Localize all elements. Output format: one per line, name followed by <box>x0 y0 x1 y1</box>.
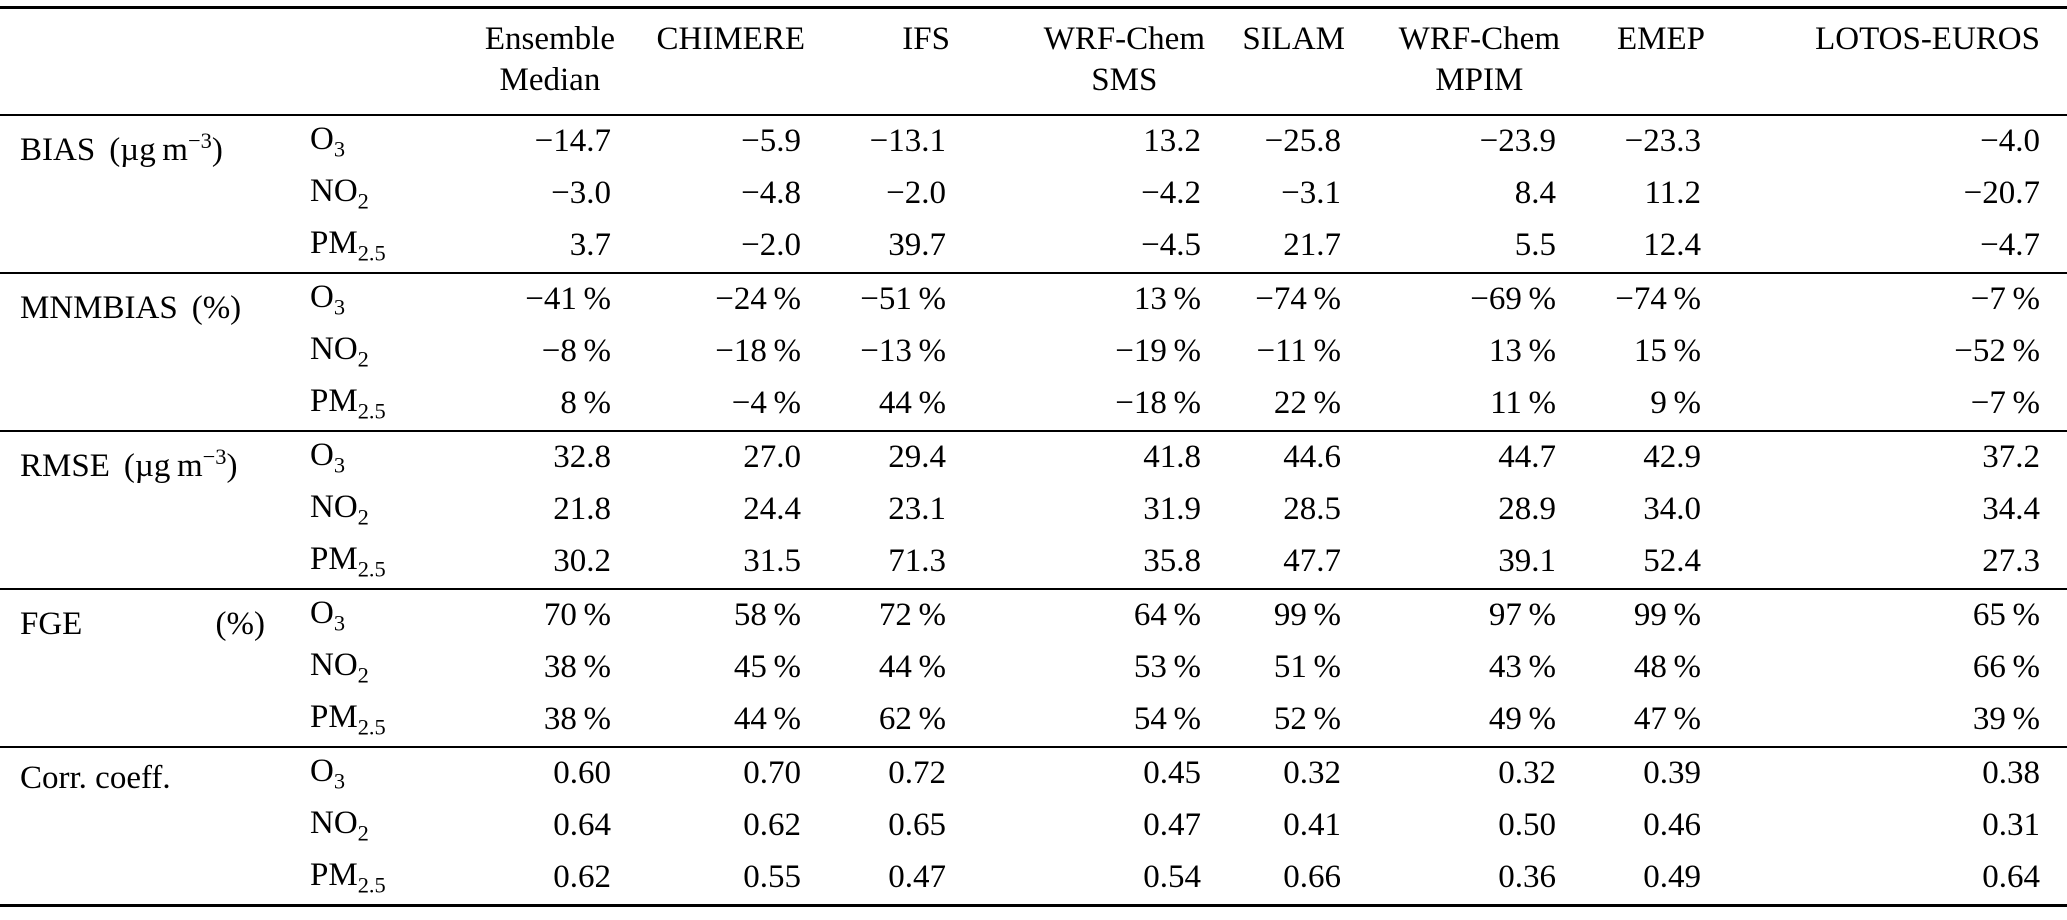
value-cell: −13 % <box>860 333 946 369</box>
value-cell: −69 % <box>1345 273 1560 326</box>
value-cell: 47.7 <box>1283 543 1341 579</box>
table-row <box>0 168 2067 220</box>
metric-label <box>0 747 295 906</box>
unit-text: (%) <box>191 289 242 326</box>
value-cell: 0.70 <box>615 747 805 800</box>
species-subscript: 2 <box>357 346 369 372</box>
species-label <box>295 642 405 694</box>
table-row <box>0 378 2067 431</box>
metric-name: RMSE <box>20 447 110 484</box>
header-line-1: Ensemble <box>484 21 615 57</box>
value-cell: 15 % <box>1633 333 1701 369</box>
value-cell: 70 % <box>405 589 615 642</box>
value-cell: 99 % <box>1560 589 1705 642</box>
value-cell: −4 % <box>731 385 801 421</box>
metric-unit <box>109 128 223 169</box>
value-cell: 8.4 <box>1514 175 1556 211</box>
column-header-text <box>1815 19 2040 60</box>
metric-name: BIAS <box>20 131 96 168</box>
value-cell: 21.7 <box>1283 227 1341 263</box>
value-cell: 34.0 <box>1643 491 1701 527</box>
metric-unit <box>216 602 265 643</box>
species-label <box>295 326 405 378</box>
value-cell: 44 % <box>878 649 946 685</box>
value-cell: 52.4 <box>1643 543 1701 579</box>
value-cell: 11 % <box>1490 385 1556 421</box>
value-cell: 27.0 <box>615 431 805 484</box>
metric-name: Corr. coeff. <box>20 759 171 796</box>
value-cell: 38 % <box>543 701 611 737</box>
value-cell: 13 % <box>1488 333 1556 369</box>
value-cell: −4.0 <box>1705 115 2067 168</box>
column-header-lotos-euros <box>1705 8 2067 115</box>
species-name: NO <box>310 804 358 841</box>
value-cell: 49 % <box>1488 701 1556 737</box>
species-subscript: 2 <box>357 504 369 530</box>
value-cell: −20.7 <box>1963 175 2040 211</box>
metric-name: FGE <box>20 605 83 642</box>
value-cell: 35.8 <box>1143 543 1201 579</box>
value-cell: 12.4 <box>1643 227 1701 263</box>
species-label <box>295 378 405 431</box>
value-cell: −4.7 <box>1980 227 2040 263</box>
value-cell: 0.47 <box>888 859 946 895</box>
species-name: NO <box>310 172 358 209</box>
species-label <box>295 431 405 484</box>
column-header-text <box>657 19 806 60</box>
species-label <box>295 589 405 642</box>
value-cell: 31.9 <box>1143 491 1201 527</box>
value-cell: 62 % <box>878 701 946 737</box>
value-cell: 3.7 <box>569 227 611 263</box>
metric-unit <box>124 444 238 485</box>
value-cell: 0.62 <box>553 859 611 895</box>
species-subscript: 2 <box>357 662 369 688</box>
value-cell: 0.46 <box>1643 807 1701 843</box>
value-cell: 11.2 <box>1644 175 1701 211</box>
unit-text-close: ) <box>226 447 238 484</box>
value-cell: 52 % <box>1273 701 1341 737</box>
value-cell: 65 % <box>1705 589 2067 642</box>
value-cell: −4.8 <box>741 175 801 211</box>
species-subscript: 2.5 <box>357 240 386 266</box>
column-header-text <box>1617 19 1705 60</box>
value-cell: 0.47 <box>1143 807 1201 843</box>
column-header-ifs <box>805 8 950 115</box>
species-subscript: 2.5 <box>357 872 386 898</box>
value-cell: 45 % <box>733 649 801 685</box>
table-row <box>0 326 2067 378</box>
species-name: PM <box>310 856 358 893</box>
value-cell: −11 % <box>1256 333 1341 369</box>
metric-label-text <box>20 286 295 327</box>
species-label <box>295 484 405 536</box>
unit-text: (µg m <box>109 131 188 168</box>
header-line-1: WRF-Chem <box>1398 21 1560 57</box>
column-header-wrf-chem-sms <box>950 8 1205 115</box>
header-line-1: WRF-Chem <box>1043 21 1205 57</box>
species-subscript: 3 <box>333 136 346 162</box>
value-cell: 13 % <box>950 273 1205 326</box>
section-rmse <box>0 431 2067 589</box>
value-cell: 39 % <box>1972 701 2040 737</box>
corner-cell-species <box>295 8 405 115</box>
metric-name: MNMBIAS <box>20 289 178 326</box>
value-cell: 13.2 <box>950 115 1205 168</box>
value-cell: −2.0 <box>741 227 801 263</box>
species-name: O <box>310 120 334 157</box>
value-cell: −13.1 <box>805 115 950 168</box>
species-subscript: 3 <box>333 610 346 636</box>
value-cell: 34.4 <box>1982 491 2040 527</box>
table-row <box>0 642 2067 694</box>
value-cell: −51 % <box>805 273 950 326</box>
section-fge <box>0 589 2067 747</box>
value-cell: −14.7 <box>405 115 615 168</box>
table-row <box>0 484 2067 536</box>
value-cell: 44 % <box>878 385 946 421</box>
header-line-2: MPIM <box>1435 62 1524 99</box>
value-cell: −23.9 <box>1345 115 1560 168</box>
value-cell: 8 % <box>560 385 611 421</box>
unit-superscript: −3 <box>187 127 212 153</box>
value-cell: 31.5 <box>743 543 801 579</box>
value-cell: 71.3 <box>888 543 946 579</box>
value-cell: 28.9 <box>1498 491 1556 527</box>
table-row <box>0 694 2067 747</box>
species-subscript: 2.5 <box>357 556 386 582</box>
column-header-wrf-chem-mpim <box>1345 8 1560 115</box>
column-header-text <box>902 19 950 60</box>
value-cell: 99 % <box>1205 589 1345 642</box>
table-row <box>0 747 2067 800</box>
species-name: NO <box>310 488 358 525</box>
table-row <box>0 431 2067 484</box>
value-cell: 0.54 <box>1143 859 1201 895</box>
species-subscript: 2 <box>357 820 369 846</box>
value-cell: 42.9 <box>1560 431 1705 484</box>
value-cell: 0.49 <box>1643 859 1701 895</box>
value-cell: 44.7 <box>1345 431 1560 484</box>
column-header-text <box>485 19 615 102</box>
header-line-1: SILAM <box>1242 21 1345 57</box>
species-name: PM <box>310 224 358 261</box>
section-corr-coeff <box>0 747 2067 906</box>
value-cell: −23.3 <box>1560 115 1705 168</box>
table-row <box>0 589 2067 642</box>
model-statistics-table <box>0 6 2067 907</box>
metric-label <box>0 273 295 431</box>
value-cell: 24.4 <box>743 491 801 527</box>
value-cell: 48 % <box>1633 649 1701 685</box>
species-label <box>295 694 405 747</box>
unit-text: (µg m <box>123 447 203 484</box>
value-cell: −7 % <box>1705 273 2067 326</box>
species-label <box>295 747 405 800</box>
value-cell: 0.60 <box>405 747 615 800</box>
value-cell: 53 % <box>1133 649 1201 685</box>
value-cell: −19 % <box>1115 333 1201 369</box>
species-name: PM <box>310 382 358 419</box>
value-cell: 58 % <box>615 589 805 642</box>
metric-label <box>0 589 295 747</box>
species-name: PM <box>310 698 358 735</box>
value-cell: 0.55 <box>743 859 801 895</box>
value-cell: 22 % <box>1273 385 1341 421</box>
species-label <box>295 273 405 326</box>
value-cell: −2.0 <box>886 175 946 211</box>
column-header-text <box>1044 19 1205 102</box>
value-cell: −8 % <box>541 333 611 369</box>
value-cell: −41 % <box>405 273 615 326</box>
value-cell: 43 % <box>1488 649 1556 685</box>
value-cell: 0.41 <box>1283 807 1341 843</box>
value-cell: 51 % <box>1273 649 1341 685</box>
column-header-text <box>1399 19 1560 102</box>
value-cell: 28.5 <box>1283 491 1341 527</box>
header-line-2: Median <box>499 62 601 99</box>
value-cell: −24 % <box>615 273 805 326</box>
table-row <box>0 220 2067 273</box>
species-name: O <box>310 752 334 789</box>
species-subscript: 3 <box>333 768 346 794</box>
value-cell: −25.8 <box>1205 115 1345 168</box>
value-cell: −74 % <box>1560 273 1705 326</box>
value-cell: 44 % <box>733 701 801 737</box>
corner-cell-metric <box>0 8 295 115</box>
value-cell: 64 % <box>950 589 1205 642</box>
table-row <box>0 800 2067 852</box>
value-cell: 44.6 <box>1205 431 1345 484</box>
value-cell: −4.5 <box>1141 227 1201 263</box>
column-header-emep <box>1560 8 1705 115</box>
header-line-1: LOTOS-EUROS <box>1815 21 2040 57</box>
header-line-1: CHIMERE <box>656 21 805 57</box>
column-header-ensemble-median <box>405 8 615 115</box>
species-subscript: 3 <box>333 294 346 320</box>
species-name: O <box>310 594 334 631</box>
species-label <box>295 536 405 589</box>
header-line-1: IFS <box>902 21 950 57</box>
value-cell: 0.66 <box>1283 859 1341 895</box>
unit-text: (%) <box>215 605 265 642</box>
metric-label <box>0 115 295 273</box>
column-header-text <box>1242 19 1345 60</box>
value-cell: 72 % <box>805 589 950 642</box>
value-cell: 47 % <box>1633 701 1701 737</box>
value-cell: 0.62 <box>743 807 801 843</box>
metric-unit <box>192 286 241 327</box>
metric-label-text <box>20 128 295 169</box>
column-header-silam <box>1205 8 1345 115</box>
species-subscript: 2 <box>357 188 369 214</box>
species-label <box>295 852 405 906</box>
value-cell: 21.8 <box>553 491 611 527</box>
value-cell: 0.39 <box>1560 747 1705 800</box>
unit-superscript: −3 <box>202 443 227 469</box>
metric-label-text <box>20 602 295 643</box>
value-cell: 38 % <box>543 649 611 685</box>
value-cell: −5.9 <box>615 115 805 168</box>
value-cell: 37.2 <box>1705 431 2067 484</box>
value-cell: −18 % <box>715 333 801 369</box>
species-name: O <box>310 278 334 315</box>
value-cell: 66 % <box>1972 649 2040 685</box>
species-label <box>295 115 405 168</box>
value-cell: −7 % <box>1970 385 2040 421</box>
value-cell: 0.65 <box>888 807 946 843</box>
value-cell: 29.4 <box>805 431 950 484</box>
section-bias <box>0 115 2067 273</box>
species-label <box>295 800 405 852</box>
unit-text-close: ) <box>211 131 223 168</box>
value-cell: 0.38 <box>1705 747 2067 800</box>
value-cell: 54 % <box>1133 701 1201 737</box>
species-name: PM <box>310 540 358 577</box>
metric-label-text <box>20 444 295 485</box>
value-cell: 97 % <box>1345 589 1560 642</box>
table-row <box>0 852 2067 906</box>
value-cell: 0.36 <box>1498 859 1556 895</box>
species-label <box>295 168 405 220</box>
header-line-1: EMEP <box>1616 21 1705 57</box>
table-row <box>0 115 2067 168</box>
value-cell: 41.8 <box>950 431 1205 484</box>
value-cell: 32.8 <box>405 431 615 484</box>
value-cell: −18 % <box>1115 385 1201 421</box>
value-cell: 0.32 <box>1345 747 1560 800</box>
value-cell: 5.5 <box>1514 227 1556 263</box>
value-cell: 0.31 <box>1982 807 2040 843</box>
value-cell: −3.0 <box>551 175 611 211</box>
table-row <box>0 273 2067 326</box>
species-label <box>295 220 405 273</box>
value-cell: 0.32 <box>1205 747 1345 800</box>
value-cell: 39.1 <box>1498 543 1556 579</box>
header-row <box>0 8 2067 115</box>
header-line-2: SMS <box>1091 62 1158 99</box>
species-name: NO <box>310 646 358 683</box>
value-cell: 39.7 <box>888 227 946 263</box>
value-cell: 27.3 <box>1982 543 2040 579</box>
metric-label-text <box>20 760 295 797</box>
species-subscript: 3 <box>333 452 346 478</box>
value-cell: −3.1 <box>1281 175 1341 211</box>
value-cell: −4.2 <box>1141 175 1201 211</box>
value-cell: 0.45 <box>950 747 1205 800</box>
value-cell: 0.64 <box>553 807 611 843</box>
value-cell: 23.1 <box>888 491 946 527</box>
value-cell: −74 % <box>1205 273 1345 326</box>
metric-label <box>0 431 295 589</box>
table-row <box>0 536 2067 589</box>
value-cell: −52 % <box>1954 333 2040 369</box>
section-mnmbias <box>0 273 2067 431</box>
species-name: O <box>310 436 334 473</box>
value-cell: 0.64 <box>1982 859 2040 895</box>
species-subscript: 2.5 <box>357 398 386 424</box>
value-cell: 30.2 <box>553 543 611 579</box>
value-cell: 9 % <box>1650 385 1701 421</box>
species-name: NO <box>310 330 358 367</box>
value-cell: 0.72 <box>805 747 950 800</box>
species-subscript: 2.5 <box>357 714 386 740</box>
value-cell: 0.50 <box>1498 807 1556 843</box>
column-header-chimere <box>615 8 805 115</box>
